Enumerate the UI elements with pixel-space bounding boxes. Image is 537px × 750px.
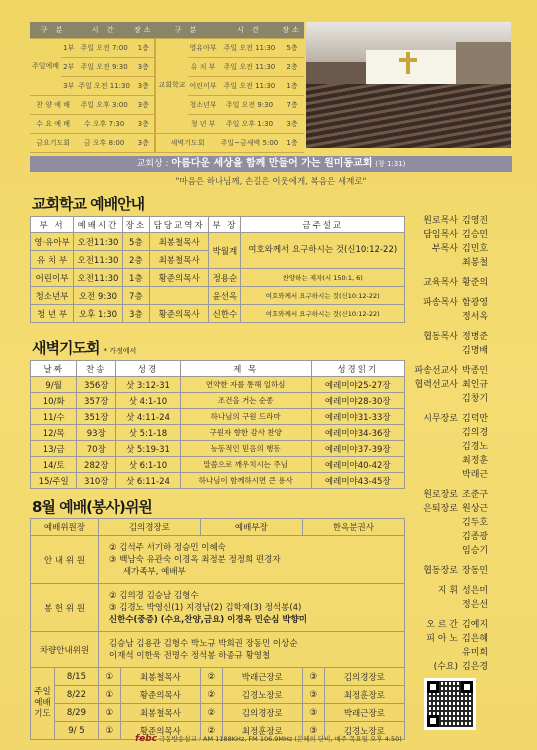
schedule-header-2: 장소 bbox=[132, 22, 156, 38]
dawn-cell: 삿 6:1-10 bbox=[116, 457, 181, 473]
dawn-cell: 10/화 bbox=[31, 393, 77, 409]
school-sermon: 여호와께서 요구하시는 것(신10:12-22) bbox=[241, 287, 405, 305]
staff-row bbox=[410, 598, 520, 612]
staff-name: 김의경 bbox=[462, 428, 489, 438]
school-header-1: 예배시간 bbox=[74, 217, 123, 233]
school-cell: 윤선옥 bbox=[209, 287, 241, 305]
staff-name: 정서옥 bbox=[462, 312, 489, 322]
parking-line-1: 김승남 김용관 김형수 박노규 박희권 장동민 이상순 bbox=[108, 638, 298, 649]
staff-row bbox=[410, 242, 520, 256]
guide-members bbox=[98, 536, 404, 584]
guide-line-2: ③ 백남숙 유관숙 이경옥 최정분 정정희 편경자 bbox=[108, 554, 281, 565]
staff-role: 부목사 bbox=[431, 244, 458, 254]
staff-name: 황준의 bbox=[462, 278, 489, 288]
staff-role: 교육목사 bbox=[423, 278, 458, 288]
qr-code-icon[interactable] bbox=[424, 678, 476, 730]
dawn-cell: 13/금 bbox=[31, 441, 77, 457]
dawn-row bbox=[31, 377, 405, 393]
dawn-cell: 조건을 거는 순종 bbox=[180, 393, 311, 409]
staff-name: 김은혜 bbox=[462, 634, 489, 644]
staff-row bbox=[410, 530, 520, 544]
staff-name: 유미희 bbox=[462, 648, 489, 658]
prayer-cell: ① bbox=[98, 722, 120, 740]
guide-line-3: 세가족부, 예배부 bbox=[122, 566, 186, 577]
school-cell: 1층 bbox=[122, 269, 149, 287]
staff-row bbox=[410, 330, 520, 344]
dawn-header-row bbox=[31, 361, 405, 377]
staff-name: 김예지 bbox=[462, 620, 489, 630]
school-row bbox=[31, 269, 405, 287]
motto-ref: (창 1:31) bbox=[375, 160, 406, 168]
parking-members bbox=[98, 632, 404, 668]
school-cell: 3층 bbox=[122, 305, 149, 323]
dawn-row bbox=[31, 393, 405, 409]
staff-name: 김영진 bbox=[462, 216, 489, 226]
dawn-cell: 삿 3:12-31 bbox=[116, 377, 181, 393]
dawn-cell: 말씀으로 깨우치시는 주님 bbox=[180, 457, 311, 473]
prayer-cell: ③ bbox=[302, 704, 324, 722]
school-cell: 청소년부 bbox=[31, 287, 74, 305]
dawn-header-2: 성경 bbox=[116, 361, 181, 377]
schedule-cell: 영유아부 bbox=[188, 38, 219, 57]
staff-role: 협력선교사 bbox=[414, 380, 458, 390]
staff-name: 임승기 bbox=[462, 546, 489, 556]
schedule-cell: 금 오후 8:00 bbox=[76, 133, 132, 152]
school-cell: 오전 9:30 bbox=[74, 287, 123, 305]
prayer-cell: ① bbox=[98, 686, 120, 704]
staff-role: 파송목사 bbox=[423, 298, 458, 308]
schedule-cell: 주일 오후 1:30 bbox=[219, 114, 281, 133]
staff-name: 박래근 bbox=[462, 470, 489, 480]
dawn-cell: 351장 bbox=[77, 409, 116, 425]
school-cell: 오전11:30 bbox=[74, 251, 123, 269]
dawn-cell: 70장 bbox=[77, 441, 116, 457]
dawn-cell: 예레미야40-42장 bbox=[311, 457, 404, 473]
august-table-box bbox=[30, 518, 405, 740]
dawn-cell: 15/주일 bbox=[31, 473, 77, 489]
prayer-cell: ① bbox=[98, 704, 120, 722]
dawn-cell: 9/월 bbox=[31, 377, 77, 393]
school-sermon: 여호와께서 요구하시는 것(신10:12-22) bbox=[241, 305, 405, 323]
schedule-header-1: 시 간 bbox=[76, 22, 132, 38]
staff-name: 최봉철 bbox=[462, 258, 489, 268]
offering-line-2: ③ 김경노 박영신(1) 지경남(2) 김학재(3) 정석봉(4) bbox=[108, 602, 302, 613]
dawn-section-title bbox=[32, 337, 136, 358]
school-table-box bbox=[30, 216, 405, 323]
staff-row bbox=[410, 544, 520, 558]
staff-role bbox=[410, 426, 458, 440]
guide-line-1: ② 김석주 서기하 정승민 이혜숙 bbox=[108, 542, 226, 553]
staff-row bbox=[410, 632, 520, 646]
staff-role: 피 아 노 bbox=[426, 634, 458, 644]
dawn-cell: 예레미야25-27장 bbox=[311, 377, 404, 393]
prayer-row bbox=[31, 704, 405, 722]
staff-row bbox=[410, 618, 520, 632]
schedule-cell: 1층 bbox=[280, 133, 304, 152]
prayer-cell: ③ bbox=[302, 686, 324, 704]
school-sermon-merged: 여호와께서 요구하시는 것(신10:12-22) bbox=[241, 233, 405, 269]
staff-role: 담임목사 bbox=[423, 230, 458, 240]
school-cell bbox=[149, 287, 209, 305]
staff-name: 김명배 bbox=[462, 346, 489, 356]
prayer-cell: 김의경장로 bbox=[324, 668, 404, 686]
prayer-cell: ② bbox=[200, 686, 222, 704]
offering-line-3: 신한수(중증) (수요,찬양,금요) 이경옥 민순심 박향미 bbox=[108, 614, 307, 625]
prayer-cell: 황준의목사 bbox=[120, 722, 200, 740]
school-cell: 정용순 bbox=[209, 269, 241, 287]
school-cell: 2층 bbox=[122, 251, 149, 269]
schedule-cell: 주일 오후 3:00 bbox=[76, 95, 132, 114]
dawn-cell: 삿 4:1-10 bbox=[116, 393, 181, 409]
dawn-cell: 구원자 향한 감사 찬양 bbox=[180, 425, 311, 441]
school-cell: 오전11:30 bbox=[74, 269, 123, 287]
school-cell: 황준의목사 bbox=[149, 305, 209, 323]
schedule-header-3: 구 분 bbox=[155, 22, 218, 38]
offering-members bbox=[98, 584, 404, 632]
school-header-row bbox=[31, 217, 405, 233]
schedule-cell: 수 오후 7:30 bbox=[76, 114, 132, 133]
staff-name: 김승민 bbox=[462, 230, 489, 240]
staff-role bbox=[410, 440, 458, 454]
staff-role: 협동장로 bbox=[423, 566, 458, 576]
church-motto-banner bbox=[30, 156, 512, 172]
staff-name: 최정훈 bbox=[462, 456, 489, 466]
vice-label: 예배부장 bbox=[200, 519, 302, 536]
staff-row bbox=[410, 392, 520, 406]
schedule-cell: 1부 bbox=[61, 38, 76, 57]
prayer-cell: ③ bbox=[302, 668, 324, 686]
august-section-title: 8월 예배(봉사)위원 bbox=[32, 498, 152, 516]
school-cell: 어린이부 bbox=[31, 269, 74, 287]
dawn-cell: 능동적인 믿음의 행동 bbox=[180, 441, 311, 457]
schedule-cell: 주일 오전 7:00 bbox=[76, 38, 132, 57]
staff-row bbox=[410, 296, 520, 310]
dawn-header-0: 날짜 bbox=[31, 361, 77, 377]
schedule-header-0: 구 분 bbox=[30, 22, 76, 38]
schedule-cell: 수 요 예 배 bbox=[30, 114, 76, 133]
febc-logo: febc bbox=[135, 734, 157, 744]
dawn-cell: 282장 bbox=[77, 457, 116, 473]
schedule-cell: 주일 오전 9:30 bbox=[219, 95, 281, 114]
staff-role: 원로목사 bbox=[423, 216, 458, 226]
prayer-cell: 김경노장로 bbox=[222, 686, 302, 704]
staff-list bbox=[410, 214, 520, 674]
prayer-cell: 8/29 bbox=[55, 704, 99, 722]
dawn-cell: 93장 bbox=[77, 425, 116, 441]
dawn-cell: 310장 bbox=[77, 473, 116, 489]
dawn-cell: 삿 4:11-24 bbox=[116, 409, 181, 425]
parking-line-2: 이재석 이한욱 전명수 정석봉 하종규 황영철 bbox=[108, 650, 271, 661]
school-row bbox=[31, 287, 405, 305]
schedule-header-row bbox=[30, 22, 304, 38]
school-cell: 5층 bbox=[122, 233, 149, 251]
staff-role bbox=[410, 256, 458, 270]
dawn-prayer-table bbox=[30, 360, 405, 489]
prayer-cell: ② bbox=[200, 704, 222, 722]
prayer-row bbox=[31, 668, 405, 686]
dawn-cell: 11/수 bbox=[31, 409, 77, 425]
school-cell: 최봉철목사 bbox=[149, 233, 209, 251]
staff-name: 김경노 bbox=[462, 442, 489, 452]
footer-text: 극동방송설교 : AM 1188KHz, FM 106.9MHz (은혜의 단비, 매주 목요일 오후 4:50) bbox=[159, 735, 402, 743]
offering-label: 봉 헌 위 원 bbox=[31, 584, 99, 632]
group-label-right: 교회학교 bbox=[155, 38, 187, 133]
prayer-cell: 박래근장로 bbox=[324, 704, 404, 722]
staff-role: 협동목사 bbox=[423, 332, 458, 342]
school-cell: 7층 bbox=[122, 287, 149, 305]
schedule-cell: 주일 오전 9:30 bbox=[76, 57, 132, 76]
prayer-cell: ③ bbox=[302, 722, 324, 740]
staff-row bbox=[410, 468, 520, 482]
staff-role: 오 르 간 bbox=[426, 620, 458, 630]
prayer-cell: 황준의목사 bbox=[120, 686, 200, 704]
schedule-cell: 2부 bbox=[61, 57, 76, 76]
staff-role bbox=[410, 344, 458, 358]
dawn-cell: 삿 5:1-18 bbox=[116, 425, 181, 441]
vice-name: 한옥분권사 bbox=[302, 519, 404, 536]
chair-label: 예배위원장 bbox=[31, 519, 99, 536]
motto-text: 아름다운 세상을 함께 만들어 가는 원미동교회 bbox=[171, 158, 373, 169]
staff-role bbox=[410, 468, 458, 482]
dawn-cell: 하나님이 함께하시면 큰 용사 bbox=[180, 473, 311, 489]
staff-row bbox=[410, 256, 520, 270]
schedule-cell: 2층 bbox=[280, 57, 304, 76]
staff-row bbox=[410, 454, 520, 468]
staff-name: 김민호 bbox=[462, 244, 489, 254]
schedule-cell: 주일 오전 11:30 bbox=[76, 76, 132, 95]
staff-row bbox=[410, 378, 520, 392]
staff-row bbox=[410, 426, 520, 440]
prayer-label: 주일예배기도 bbox=[31, 668, 55, 740]
schedule-cell: 5층 bbox=[280, 38, 304, 57]
dawn-header-4: 성경읽기 bbox=[311, 361, 404, 377]
schedule-cell: 7층 bbox=[280, 95, 304, 114]
dawn-title: 새벽기도회 bbox=[32, 339, 100, 357]
prayer-cell: ① bbox=[98, 668, 120, 686]
dawn-header-3: 제 목 bbox=[180, 361, 311, 377]
dawn-cell: 예레미야31-33장 bbox=[311, 409, 404, 425]
prayer-cell: ② bbox=[200, 722, 222, 740]
school-schedule-table bbox=[30, 216, 405, 323]
schedule-cell: 주일 오전 11:30 bbox=[219, 38, 281, 57]
guide-label: 안 내 위 원 bbox=[31, 536, 99, 584]
worship-schedule-table bbox=[30, 22, 304, 153]
dawn-table-box bbox=[30, 360, 405, 489]
school-header-3: 담당교역자 bbox=[149, 217, 209, 233]
staff-row bbox=[410, 214, 520, 228]
staff-row bbox=[410, 660, 520, 674]
motto-subtitle: "마음은 하나님께, 손길은 이웃에게, 복음은 세계로" bbox=[175, 177, 367, 187]
prayer-cell: 김의경장로 bbox=[222, 704, 302, 722]
staff-name: 성은미 bbox=[462, 586, 489, 596]
staff-name: 정병준 bbox=[462, 332, 489, 342]
dawn-cell: 예레미야34-36장 bbox=[311, 425, 404, 441]
dawn-header-1: 찬송 bbox=[77, 361, 116, 377]
schedule-cell: 새벽기도회 bbox=[155, 133, 218, 152]
staff-role bbox=[410, 646, 458, 660]
staff-role bbox=[410, 392, 458, 406]
staff-row bbox=[410, 564, 520, 578]
schedule-cell: 3층 bbox=[132, 76, 156, 95]
school-cell: 최봉철목사 bbox=[149, 251, 209, 269]
dawn-cell: 12/목 bbox=[31, 425, 77, 441]
staff-role: 지 휘 bbox=[437, 586, 458, 596]
schedule-cell: 금요기도회 bbox=[30, 133, 76, 152]
staff-row bbox=[410, 646, 520, 660]
schedule-row bbox=[30, 38, 304, 57]
staff-name: 원상근 bbox=[462, 504, 489, 514]
staff-role: 원로장로 bbox=[423, 490, 458, 500]
staff-name: 김덕만 bbox=[462, 414, 489, 424]
staff-name: 조준구 bbox=[462, 490, 489, 500]
schedule-cell: 3층 bbox=[132, 57, 156, 76]
schedule-cell: 3층 bbox=[280, 114, 304, 133]
dawn-row bbox=[31, 457, 405, 473]
staff-role: 파송선교사 bbox=[414, 366, 458, 376]
schedule-cell: 3층 bbox=[132, 114, 156, 133]
school-row bbox=[31, 305, 405, 323]
group-label-left: 주일예배 bbox=[30, 38, 61, 95]
prayer-cell: 최정훈장로 bbox=[222, 722, 302, 740]
school-cell: 오전11:30 bbox=[74, 233, 123, 251]
staff-row bbox=[410, 488, 520, 502]
staff-row bbox=[410, 412, 520, 426]
staff-row bbox=[410, 310, 520, 324]
schedule-header-4: 시 간 bbox=[219, 22, 281, 38]
school-cell: 유 치 부 bbox=[31, 251, 74, 269]
sanctuary-photo bbox=[306, 22, 511, 148]
dawn-cell: 예레미야43-45장 bbox=[311, 473, 404, 489]
dawn-row bbox=[31, 473, 405, 489]
prayer-cell: 최봉철목사 bbox=[120, 704, 200, 722]
staff-role bbox=[410, 516, 458, 530]
staff-role: 은퇴장로 bbox=[423, 504, 458, 514]
service-committee-table bbox=[30, 518, 405, 740]
staff-role bbox=[410, 530, 458, 544]
prayer-cell: 최정훈장로 bbox=[324, 686, 404, 704]
schedule-cell: 주일 오전 11:30 bbox=[219, 76, 281, 95]
schedule-header-5: 장소 bbox=[280, 22, 304, 38]
schedule-cell: 3층 bbox=[132, 95, 156, 114]
staff-row bbox=[410, 228, 520, 242]
dawn-row bbox=[31, 409, 405, 425]
footer bbox=[0, 734, 537, 744]
staff-name: 장동민 bbox=[462, 566, 489, 576]
staff-row bbox=[410, 276, 520, 290]
school-cell: 영·유아부 bbox=[31, 233, 74, 251]
dawn-row bbox=[31, 425, 405, 441]
prayer-cell: 최봉철목사 bbox=[120, 668, 200, 686]
schedule-row bbox=[30, 133, 304, 152]
school-header-5: 금주설교 bbox=[241, 217, 405, 233]
dawn-row bbox=[31, 441, 405, 457]
motto-label: 교회상 : bbox=[136, 159, 172, 169]
school-header-0: 부 서 bbox=[31, 217, 74, 233]
prayer-cell: 8/22 bbox=[55, 686, 99, 704]
offering-line-1: ② 김의경 김승남 김형수 bbox=[108, 590, 199, 601]
school-cell: 신한수 bbox=[209, 305, 241, 323]
staff-name: 박종민 bbox=[462, 366, 489, 376]
staff-role: 시무장로 bbox=[423, 414, 458, 424]
school-cell: 청 년 부 bbox=[31, 305, 74, 323]
schedule-cell: 3층 bbox=[132, 133, 156, 152]
staff-row bbox=[410, 502, 520, 516]
prayer-cell: 9/ 5 bbox=[55, 722, 99, 740]
schedule-cell: 주일~금새벽 5:00 bbox=[219, 133, 281, 152]
staff-name: 김종광 bbox=[462, 532, 489, 542]
schedule-cell: 1층 bbox=[132, 38, 156, 57]
chair-name: 김의경장로 bbox=[98, 519, 200, 536]
dawn-note: * 가정에서 bbox=[103, 347, 137, 355]
staff-row bbox=[410, 344, 520, 358]
prayer-cell: 8/15 bbox=[55, 668, 99, 686]
schedule-cell: 주일 오전 11:30 bbox=[219, 57, 281, 76]
schedule-cell: 유 치 부 bbox=[188, 57, 219, 76]
school-header-4: 부 장 bbox=[209, 217, 241, 233]
staff-role bbox=[410, 310, 458, 324]
staff-role bbox=[410, 598, 458, 612]
school-section-title: 교회학교 예배안내 bbox=[32, 195, 145, 213]
school-header-2: 장소 bbox=[122, 217, 149, 233]
staff-name: 함광영 bbox=[462, 298, 489, 308]
staff-row bbox=[410, 364, 520, 378]
staff-name: 김은경 bbox=[462, 662, 489, 672]
prayer-cell: 김경노장로 bbox=[324, 722, 404, 740]
schedule-cell: 어린이부 bbox=[188, 76, 219, 95]
staff-name: 최인규 bbox=[462, 380, 489, 390]
schedule-cell: 찬 양 예 배 bbox=[30, 95, 76, 114]
dawn-cell: 삿 5:19-31 bbox=[116, 441, 181, 457]
school-cell: 황준의목사 bbox=[149, 269, 209, 287]
prayer-cell: 박래근장로 bbox=[222, 668, 302, 686]
staff-row bbox=[410, 584, 520, 598]
dawn-cell: 예레미야28-30장 bbox=[311, 393, 404, 409]
staff-name: 김두호 bbox=[462, 518, 489, 528]
dawn-cell: 356장 bbox=[77, 377, 116, 393]
staff-role bbox=[410, 454, 458, 468]
dawn-cell: 예레미야37-39장 bbox=[311, 441, 404, 457]
staff-name: 정은선 bbox=[462, 600, 489, 610]
parking-label: 차량안내위원 bbox=[31, 632, 99, 668]
prayer-cell: ② bbox=[200, 668, 222, 686]
school-sermon: 찬양하는 제자(시 150:1, 6) bbox=[241, 269, 405, 287]
dawn-cell: 연약한 자를 통해 일하심 bbox=[180, 377, 311, 393]
dawn-cell: 삿 6:11-24 bbox=[116, 473, 181, 489]
prayer-row bbox=[31, 686, 405, 704]
schedule-cell: 3부 bbox=[61, 76, 76, 95]
schedule-cell: 1층 bbox=[280, 76, 304, 95]
staff-row bbox=[410, 440, 520, 454]
school-cell: 오후 1:30 bbox=[74, 305, 123, 323]
staff-role: (수요) bbox=[433, 662, 458, 672]
school-leader-merged: 박월계 bbox=[209, 233, 241, 269]
staff-name: 김창기 bbox=[462, 394, 489, 404]
staff-row bbox=[410, 516, 520, 530]
schedule-cell: 청소년부 bbox=[188, 95, 219, 114]
dawn-cell: 14/토 bbox=[31, 457, 77, 473]
schedule-cell: 청 년 부 bbox=[188, 114, 219, 133]
staff-role bbox=[410, 544, 458, 558]
dawn-cell: 357장 bbox=[77, 393, 116, 409]
school-row bbox=[31, 233, 405, 251]
dawn-cell: 하나님의 구원 드라마 bbox=[180, 409, 311, 425]
